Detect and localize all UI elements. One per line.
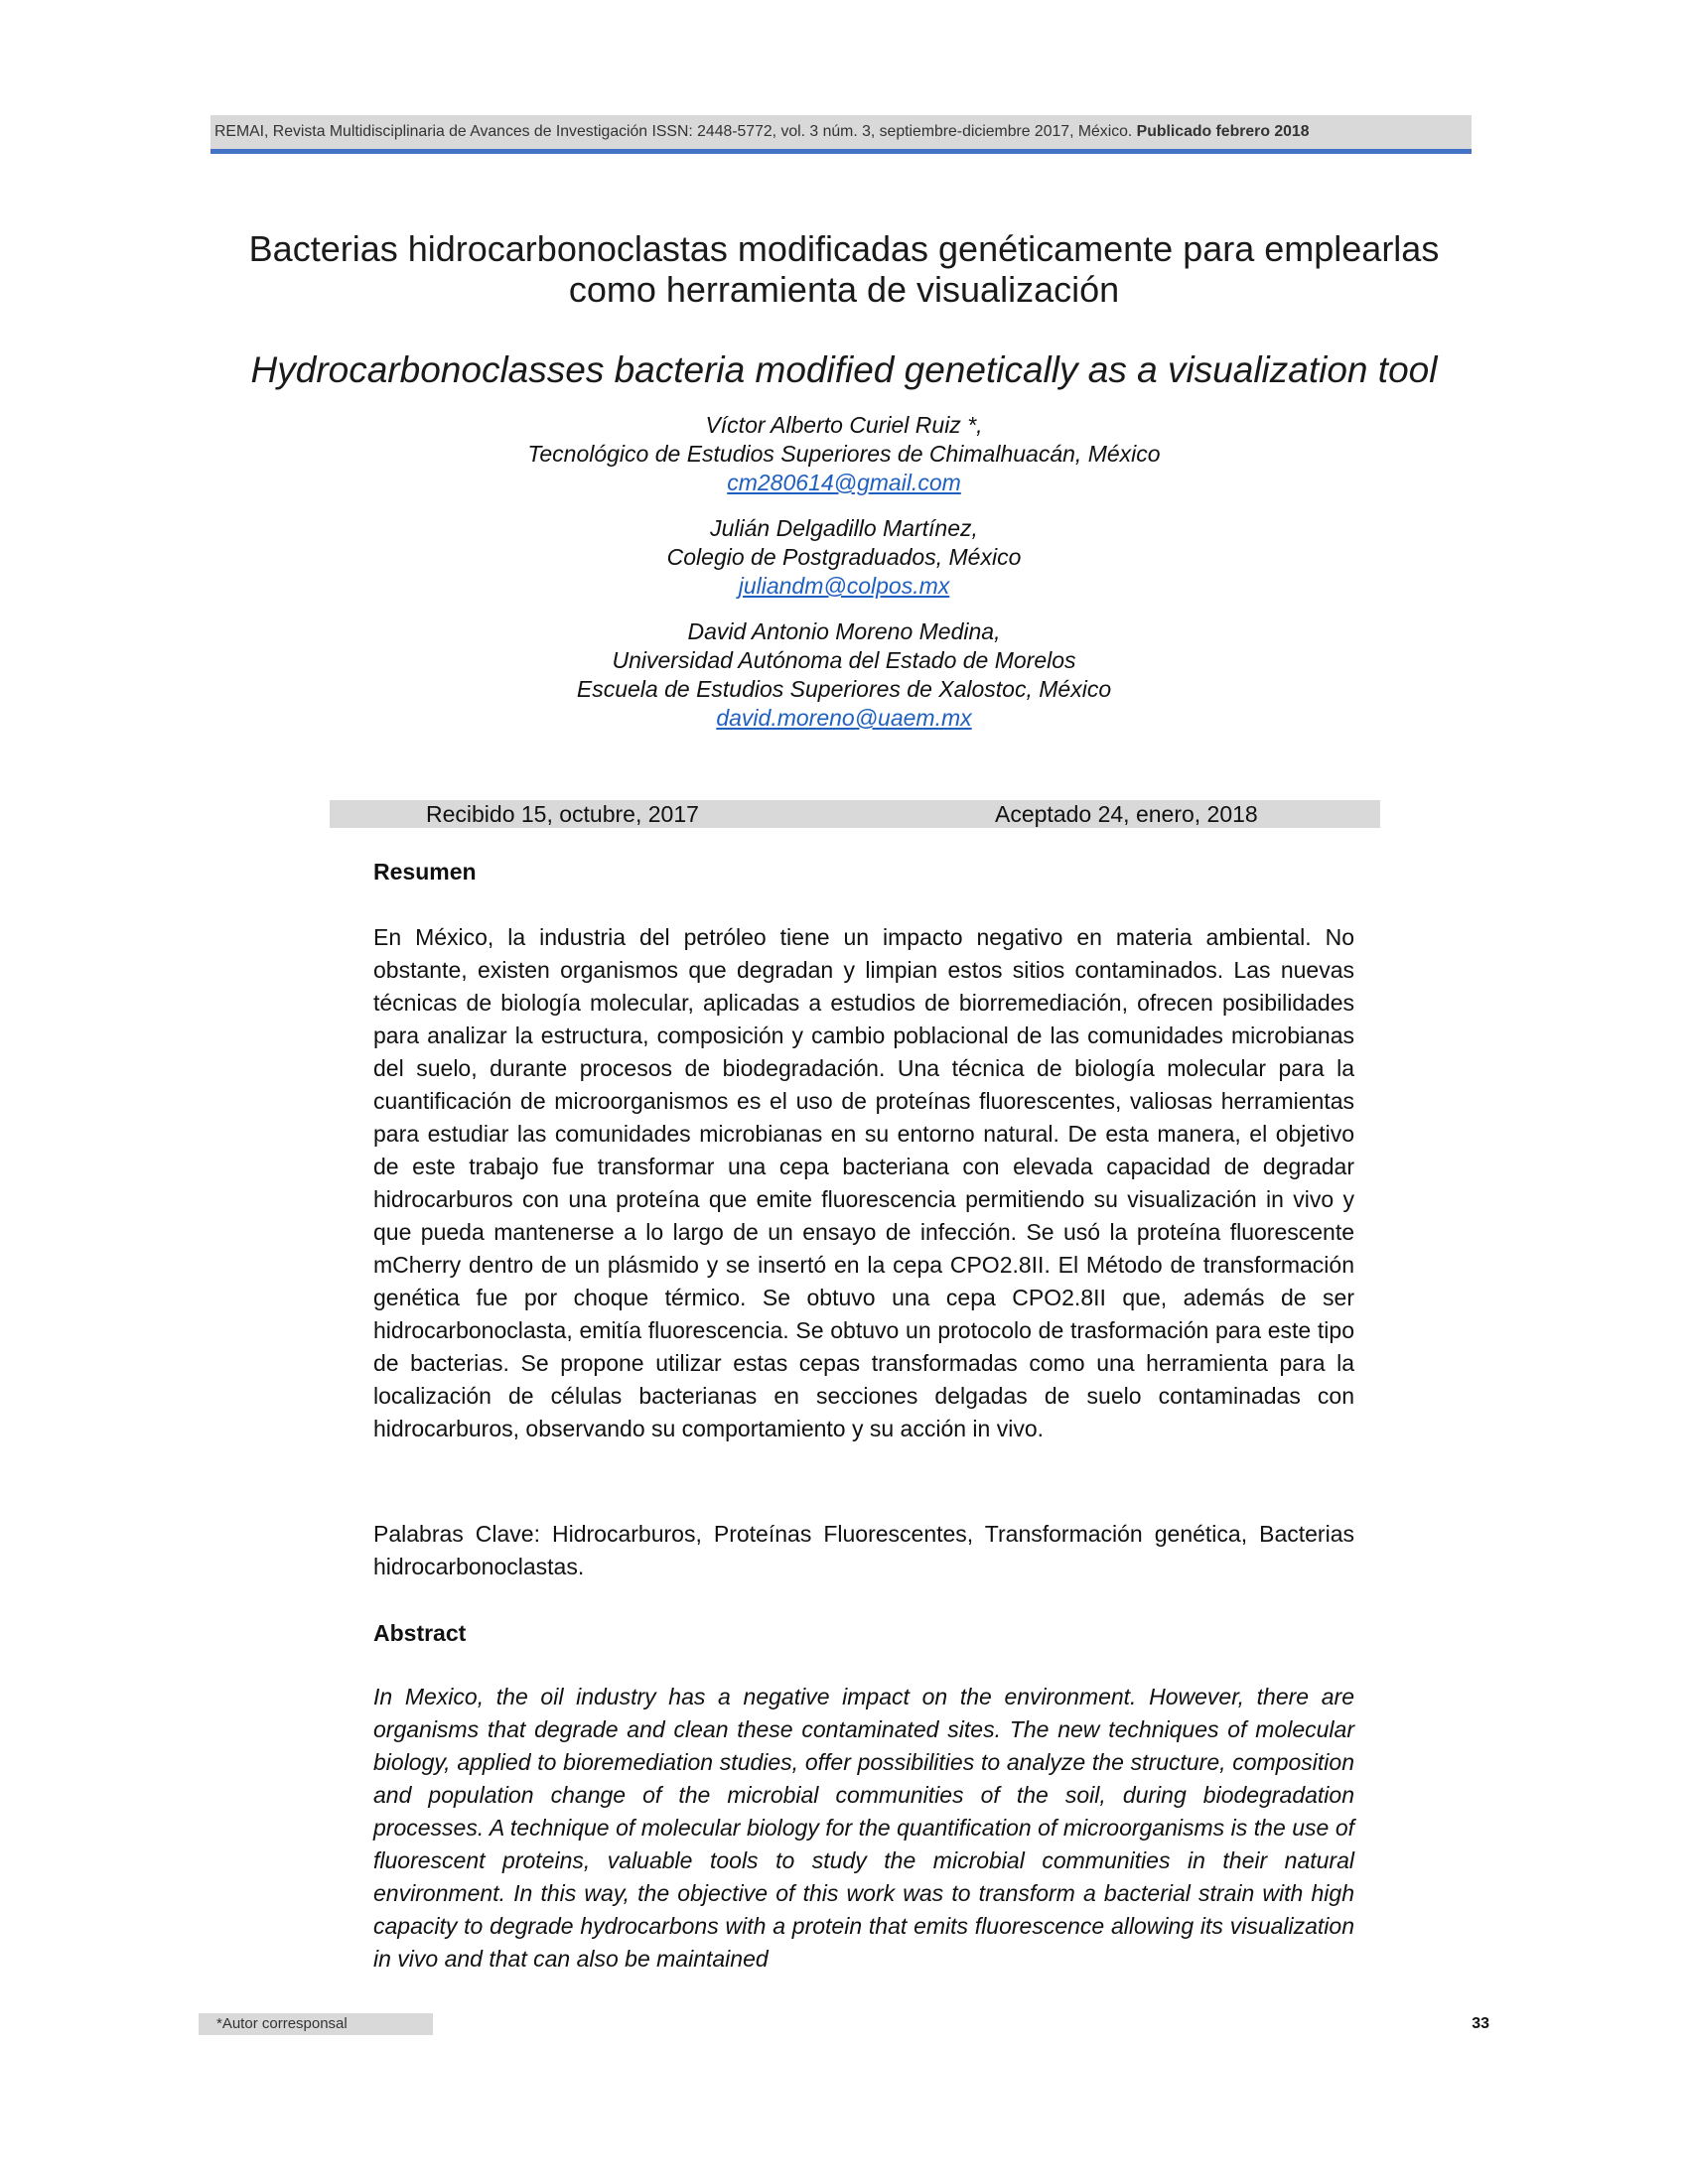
accepted-date: Aceptado 24, enero, 2018	[995, 801, 1258, 827]
author-email-link[interactable]: david.moreno@uaem.mx	[716, 705, 972, 731]
journal-citation: REMAI, Revista Multidisciplinaria de Avances de Investigación ISSN: 2448-5772, vol. 3 núm. 3, septiembre-diciembre 2017, México.	[214, 123, 1133, 140]
footnote: *Autor corresponsal	[199, 2013, 433, 2035]
abstract-text: In Mexico, the oil industry has a negative impact on the environment. However, there are organisms that degrade and clean these contaminated sites. The new techniques of molecular biology, applied to bioremediation studies, offer possibilities to analyze the structure, composition and population change of the microbial communities of the soil, during biodegradation processes. A technique of molecular biology for the quantification of microorganisms is the use of fluorescent proteins, valuable tools to study the microbial communities in their natural environment. In this way, the objective of this work was to transform a bacterial strain with high capacity to degrade hydrocarbons with a protein that emits fluorescence allowing its visualization in vivo and that can also be maintained	[373, 1684, 1354, 1972]
author-affiliation: Tecnológico de Estudios Superiores de Chimalhuacán, México	[527, 441, 1161, 467]
title-english: Hydrocarbonoclasses bacteria modified genetically as a visualization tool	[250, 349, 1438, 390]
author-2	[298, 514, 1390, 601]
resumen-heading: Resumen	[373, 859, 477, 885]
author-email-link[interactable]: cm280614@gmail.com	[727, 470, 961, 495]
abstract-heading: Abstract	[373, 1620, 467, 1646]
author-name: Víctor Alberto Curiel Ruiz *,	[705, 412, 983, 438]
author-name: Julián Delgadillo Martínez,	[710, 515, 978, 541]
author-email-link[interactable]: juliandm@colpos.mx	[738, 573, 950, 599]
title-spanish-line1: Bacterias hidrocarbonoclastas modificadas genéticamente para emplearlas	[248, 228, 1440, 269]
author-3	[298, 617, 1390, 733]
resumen-text: En México, la industria del petróleo tiene un impacto negativo en materia ambiental. No obstante, existen organismos que degradan y limpian estos sitios contaminados. Las nuevas técnicas de biología molecular, aplicadas a estudios de biorremediación, ofrecen posibilidades para analizar la estructura, composición y cambio poblacional de las comunidades microbianas del suelo, durante procesos de biodegradación. Una técnica de biología molecular para la cuantificación de microorganismos es el uso de proteínas fluorescentes, valiosas herramientas para estudiar las comunidades microbianas en su entorno natural. De esta manera, el objetivo de este trabajo fue transformar una cepa bacteriana con elevada capacidad de degradar hidrocarburos con una proteína que emite fluorescencia permitiendo su visualización in vivo y que pueda mantenerse a lo largo de un ensayo de infección. Se usó la proteína fluorescente mCherry dentro de un plásmido y se insertó en la cepa CPO2.8II. El Método de transformación genética fue por choque térmico. Se obtuvo una cepa CPO2.8II que, además de ser hidrocarbonoclasta, emitía fluorescencia. Se obtuvo un protocolo de trasformación para este tipo de bacterias. Se propone utilizar estas cepas transformadas como una herramienta para la localización de células bacterianas en secciones delgadas de suelo contaminadas con hidrocarburos, observando su comportamiento y su acción in vivo.	[373, 924, 1354, 1441]
title-spanish-line2: como herramienta de visualización	[568, 269, 1120, 310]
page-number: 33	[1472, 2015, 1489, 2032]
keywords-text: Palabras Clave: Hidrocarburos, Proteínas Fluorescentes, Transformación genética, Bacterias hidrocarbonoclastas.	[373, 1521, 1354, 1579]
author-affiliation: Universidad Autónoma del Estado de Morelos	[612, 647, 1076, 673]
dates-bar	[330, 800, 1380, 828]
received-date: Recibido 15, octubre, 2017	[426, 801, 699, 827]
author-affiliation: Colegio de Postgraduados, México	[666, 544, 1022, 570]
journal-header	[214, 120, 1468, 144]
publication-date: Publicado febrero 2018	[1136, 123, 1310, 140]
author-1	[298, 411, 1390, 497]
author-affiliation-2: Escuela de Estudios Superiores de Xalostoc, México	[576, 676, 1112, 702]
authors-section	[298, 411, 1390, 750]
author-name: David Antonio Moreno Medina,	[687, 618, 1001, 644]
title-spanish	[169, 228, 1519, 310]
